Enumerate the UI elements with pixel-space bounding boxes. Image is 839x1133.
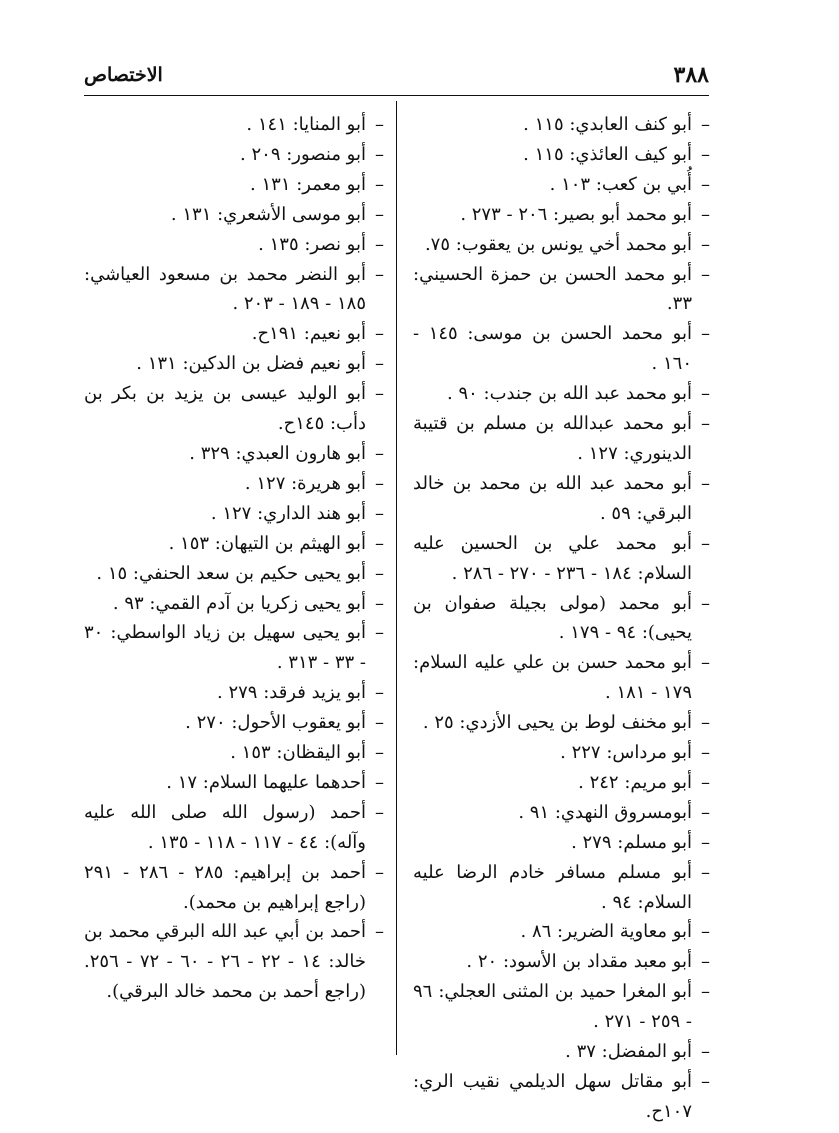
index-entry: – أبو هند الداري: ١٢٧ .: [84, 499, 384, 529]
index-entry: – أبو نعيم: ١٩١ح.: [84, 319, 384, 349]
index-entry: – أبو محمد أخي يونس بن يعقوب: ٧٥.: [413, 230, 710, 260]
page-header: [84, 62, 709, 96]
index-entry: – أبو محمد علي بن الحسين عليه السلام: ١٨٤ - ٢٣٦ - ٢٧٠ - ٢٨٦ .: [413, 529, 710, 589]
index-entry: – أبو نعيم فضل بن الدكين: ١٣١ .: [84, 349, 384, 379]
index-entry: – أبو مرداس: ٢٢٧ .: [413, 738, 710, 768]
index-entry: – أبو مسلم: ٢٧٩ .: [413, 828, 710, 858]
index-entry: – أحمد بن أبي عبد الله البرقي محمد بن خالد: ١٤ - ٢٢ - ٢٦ - ٦٠ - ٧٢ - ٢٥٦. (راجع أحمد بن محمد خالد البرقي).: [84, 917, 384, 1007]
index-entry: – أبو كنف العابدي: ١١٥ .: [413, 110, 710, 140]
index-entry: – أبو يزيد فرقد: ٢٧٩ .: [84, 678, 384, 708]
index-entry: – أبو محمد أبو بصير: ٢٠٦ - ٢٧٣ .: [413, 200, 710, 230]
index-entry: – أحدهما عليهما السلام: ١٧ .: [84, 768, 384, 798]
index-entry: – أبو نصر: ١٣٥ .: [84, 230, 384, 260]
index-entry: – أبو معبد مقداد بن الأسود: ٢٠ .: [413, 947, 710, 977]
index-entry: – أبو يحيى حكيم بن سعد الحنفي: ١٥ .: [84, 559, 384, 589]
index-entry: – أبو معاوية الضرير: ٨٦ .: [413, 917, 710, 947]
index-entry: – أبو موسى الأشعري: ١٣١ .: [84, 200, 384, 230]
index-entry: – أبو يحيى زكريا بن آدم القمي: ٩٣ .: [84, 589, 384, 619]
index-entry: – أبو هريرة: ١٢٧ .: [84, 469, 384, 499]
index-entry: – أبو محمد الحسن بن موسى: ١٤٥ - ١٦٠ .: [413, 319, 710, 379]
index-entry: – أبومسروق النهدي: ٩١ .: [413, 798, 710, 828]
index-entry: – أبو يحيى سهيل بن زياد الواسطي: ٣٠ - ٣٣ - ٣١٣ .: [84, 618, 384, 678]
index-entry: – أبو كيف العائذي: ١١٥ .: [413, 140, 710, 170]
index-entry: – أبو محمد (مولى بجيلة صفوان بن يحيى): ٩٤ - ١٧٩ .: [413, 589, 710, 649]
index-entry: – أبو محمد عبد الله بن جندب: ٩٠ .: [413, 379, 710, 409]
header-rule: [84, 95, 709, 96]
index-entry: – أبو محمد حسن بن علي عليه السلام: ١٧٩ - ١٨١ .: [413, 648, 710, 708]
index-entry: – أبو منصور: ٢٠٩ .: [84, 140, 384, 170]
index-entry: – أبو معمر: ١٣١ .: [84, 170, 384, 200]
right-column: [413, 110, 710, 1127]
index-entry: – أبو الوليد عيسى بن يزيد بن بكر بن دأب: ١٤٥ح.: [84, 379, 384, 439]
page-number: ٣٨٨: [673, 62, 709, 88]
index-entry: – أبو محمد عبدالله بن مسلم بن قتيبة الدينوري: ١٢٧ .: [413, 409, 710, 469]
index-entry: – أبو المفضل: ٣٧ .: [413, 1037, 710, 1067]
index-entry: – أبو المنايا: ١٤١ .: [84, 110, 384, 140]
index-entry: – أحمد بن إبراهيم: ٢٨٥ - ٢٨٦ - ٢٩١ (راجع إبراهيم بن محمد).: [84, 858, 384, 918]
index-entry: – أبو المغرا حميد بن المثنى العجلي: ٩٦ - ٢٥٩ - ٢٧١ .: [413, 977, 710, 1037]
index-entry: – أبو اليقظان: ١٥٣ .: [84, 738, 384, 768]
index-entry: – أبو الهيثم بن التيهان: ١٥٣ .: [84, 529, 384, 559]
index-entry: – أبو مخنف لوط بن يحيى الأزدي: ٢٥ .: [413, 708, 710, 738]
index-entry: – أُبي بن كعب: ١٠٣ .: [413, 170, 710, 200]
index-entry: – أبو محمد عبد الله بن محمد بن خالد البرقي: ٥٩ .: [413, 469, 710, 529]
book-title: الاختصاص: [84, 64, 163, 86]
index-entry: – أبو النضر محمد بن مسعود العياشي: ١٨٥ - ١٨٩ - ٢٠٣ .: [84, 260, 384, 320]
left-column: [84, 110, 384, 1007]
index-entry: – أبو يعقوب الأحول: ٢٧٠ .: [84, 708, 384, 738]
index-entry: – أبو محمد الحسن بن حمزة الحسيني: ٣٣.: [413, 260, 710, 320]
index-entry: – أبو مقاتل سهل الديلمي نقيب الري: ١٠٧ح.: [413, 1067, 710, 1127]
index-entry: – أحمد (رسول الله صلى الله عليه وآله): ٤٤ - ١١٧ - ١١٨ - ١٣٥ .: [84, 798, 384, 858]
index-entry: – أبو هارون العبدي: ٣٢٩ .: [84, 439, 384, 469]
index-entry: – أبو مريم: ٢٤٢ .: [413, 768, 710, 798]
index-entry: – أبو مسلم مسافر خادم الرضا عليه السلام: ٩٤ .: [413, 858, 710, 918]
column-divider: [396, 101, 397, 1055]
